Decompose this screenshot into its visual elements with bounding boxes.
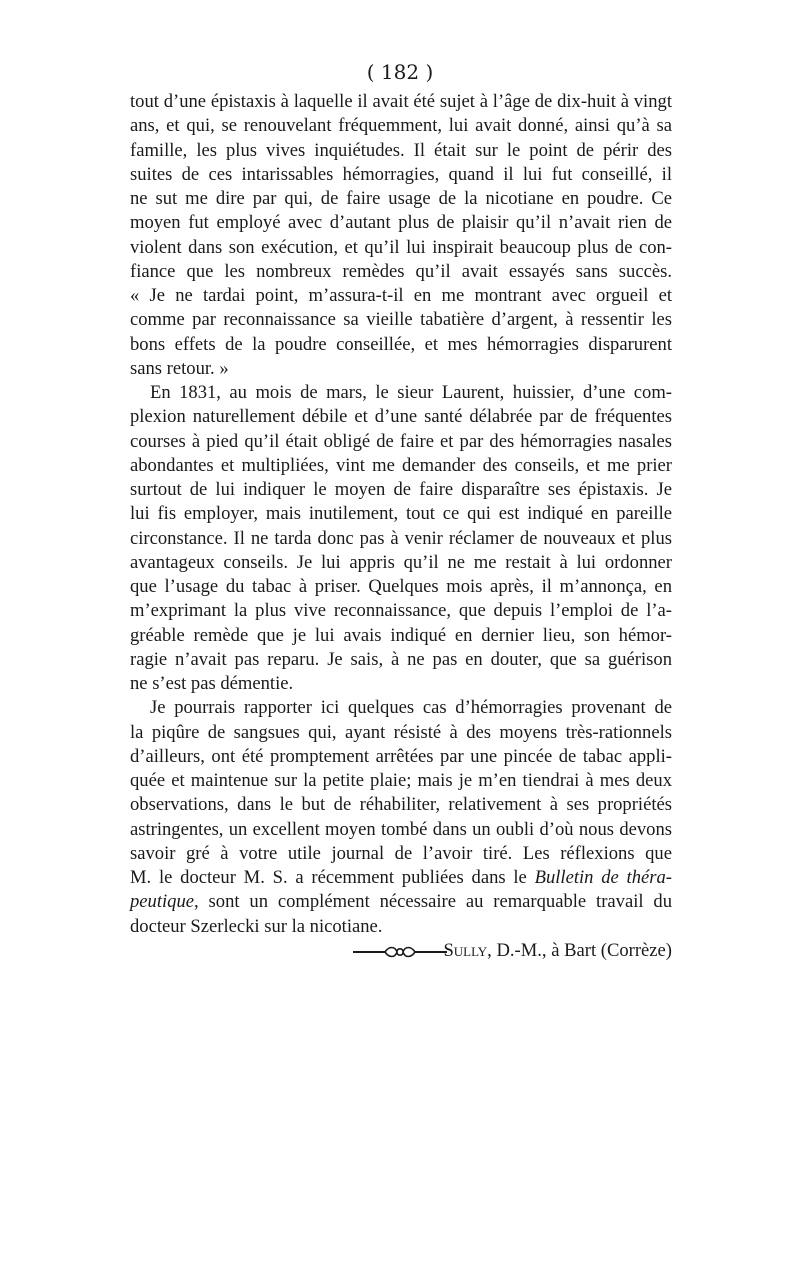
text-line: abondantes et multipliées, vint me demander des conseils, et me prier (130, 454, 672, 476)
text-line: lui fis employer, mais inutilement, tout ce qui est indiqué en pareille (130, 503, 672, 525)
author-credentials: , D.-M., à Bart (Corrèze) (487, 939, 672, 961)
text-line: sans retour. » (130, 357, 229, 379)
journal-title-end: peutique (130, 891, 195, 913)
page-number: ( 182 ) (366, 60, 434, 84)
text-line: courses à pied qu’il était obligé de faire et par des hémorragies nasales (130, 430, 672, 452)
text-line: observations, dans le but de réhabiliter, relativement à ses propriétés (130, 794, 672, 816)
text-line: ne s’est pas démentie. (130, 673, 294, 694)
text-line: bons effets de la poudre conseillée, et mes hémorragies disparurent (130, 333, 672, 355)
text-line: la piqûre de sangsues qui, ayant résisté à des moyens très-rationnels (130, 721, 672, 743)
text-line: surtout de lui indiquer le moyen de faire disparaître ses épistaxis. Je (130, 479, 672, 500)
text-line: d’ailleurs, ont été promptement arrêtées par une pincée de tabac appli- (130, 745, 672, 767)
body-text (130, 90, 672, 963)
text-line: ne sut me dire par qui, de faire usage de la nicotiane en poudre. Ce (130, 188, 672, 209)
text-line: Je pourrais rapporter ici quelques cas d’hémorragies provenant de (150, 697, 672, 719)
text-line: fiance que les nombreux remèdes qu’il avait essayés sans succès. (130, 260, 672, 282)
text-line: tout d’une épistaxis à laquelle il avait été sujet à l’âge de dix-huit à vingt (130, 91, 672, 112)
text-fragment: , sont un complément nécessaire au remarquable travail du (194, 891, 672, 913)
text-line: moyen fut employé avec d’autant plus de plaisir qu’il n’avait rien de (130, 212, 672, 234)
text-line: « Je ne tardai point, m’assura-t-il en me montrant avec orgueil et (130, 285, 672, 306)
text-line: En 1831, au mois de mars, le sieur Laurent, huissier, d’une com- (150, 382, 672, 403)
text-line: circonstance. Il ne tarda donc pas à venir réclamer de nouveaux et plus (130, 527, 672, 549)
text-line: quée et maintenue sur la petite plaie; mais je m’en tiendrai à mes deux (130, 770, 672, 791)
text-line: m’exprimant la plus vive reconnaissance, que depuis l’emploi de l’a- (130, 600, 672, 622)
text-line: astringentes, un excellent moyen tombé dans un oubli d’où nous devons (130, 818, 672, 840)
text-line: violent dans son exécution, et qu’il lui inspirait beaucoup plus de con- (130, 236, 672, 258)
text-line: savoir gré à votre utile journal de l’avoir tiré. Les réflexions que (130, 842, 672, 864)
text-line: ragie n’avait pas reparu. Je sais, à ne pas en douter, que sa guérison (130, 648, 672, 670)
text-fragment: M. le docteur M. S. a récemment publiées dans le (130, 867, 535, 888)
ornament-divider-icon (353, 944, 447, 960)
text-line: gréable remède que je lui avais indiqué en dernier lieu, son hémor- (130, 624, 672, 646)
text-line: famille, les plus vives inquiétudes. Il était sur le point de périr des (130, 139, 672, 161)
text-line: que l’usage du tabac à priser. Quelques mois après, il m’annonça, en (130, 576, 672, 597)
text-line: avantageux conseils. Je lui appris qu’il ne me restait à lui ordonner (130, 551, 672, 573)
text-line (130, 890, 672, 914)
text-line: docteur Szerlecki sur la nicotiane. (130, 915, 383, 937)
text-line (130, 866, 672, 890)
text-line: comme par reconnaissance sa vieille tabatière d’argent, à ressentir les (130, 309, 672, 331)
text-line: suites de ces intarissables hémorragies, quand il lui fut conseillé, il (130, 163, 672, 185)
text-line: ans, et qui, se renouvelant fréquemment, lui avait donné, ainsi qu’à sa (130, 115, 672, 137)
journal-title: Bulletin de théra- (534, 867, 673, 888)
text-line: plexion naturellement débile et d’une santé délabrée par de fréquentes (130, 406, 672, 428)
author-name: Sully (443, 939, 488, 961)
